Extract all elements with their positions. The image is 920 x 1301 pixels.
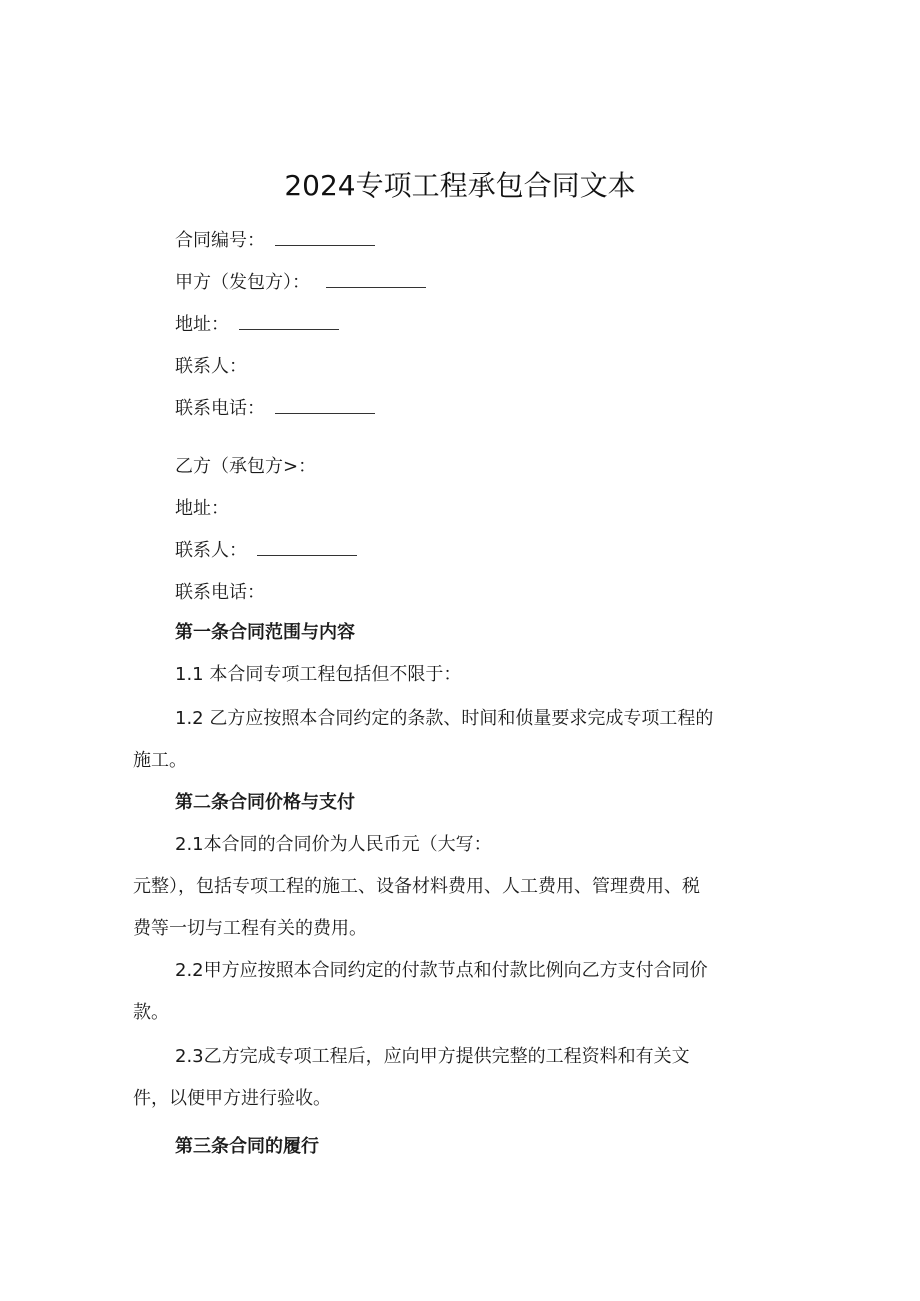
party-b-phone-row: [175, 580, 265, 606]
clause-1-1: 1.1 本合同专项工程包括但不限于：: [175, 664, 462, 685]
article-3-heading: 第三条合同的履行: [175, 1136, 319, 1157]
party-a-address-label: 地址：: [175, 314, 229, 335]
clause-1-2-line2: 施工。: [133, 750, 187, 771]
article-2-heading: 第二条合同价格与支付: [175, 792, 355, 813]
party-b-contact-label: 联系人：: [175, 540, 247, 561]
party-b-contact-blank[interactable]: [257, 539, 357, 556]
contract-number-blank[interactable]: [275, 229, 375, 246]
clause-2-1-line2: 元整），包括专项工程的施工、设备材料费用、人工费用、管理费用、税: [133, 876, 700, 897]
article-1-heading: 第一条合同范围与内容: [175, 622, 355, 643]
clause-2-2-line1: 2.2甲方应按照本合同约定的付款节点和付款比例向乙方支付合同价: [175, 960, 708, 981]
clause-2-2-line2: 款。: [133, 1002, 169, 1023]
clause-2-1-line3: 费等一切与工程有关的费用。: [133, 918, 367, 939]
party-a-phone-row: [175, 396, 375, 422]
clause-2-3-line1: 2.3乙方完成专项工程后，应向甲方提供完整的工程资料和有关文: [175, 1046, 690, 1067]
party-b-address-row: [175, 496, 229, 522]
party-b-contact-row: [175, 538, 357, 564]
party-b-phone-label: 联系电话：: [175, 582, 265, 603]
contract-number-row: [175, 228, 375, 254]
clause-1-2-line1: 1.2 乙方应按照本合同约定的条款、时间和侦量要求完成专项工程的: [175, 708, 714, 729]
party-b-address-label: 地址：: [175, 498, 229, 519]
clause-2-3-line2: 件，以便甲方进行验收。: [133, 1088, 331, 1109]
party-a-phone-label: 联系电话：: [175, 398, 265, 419]
party-b-row: [175, 454, 316, 480]
party-a-label: 甲方（发包方）：: [175, 272, 310, 293]
document-title: 2024专项工程承包合同文本: [284, 169, 636, 202]
contract-number-label: 合同编号：: [175, 230, 265, 251]
party-b-label: 乙方（承包方>：: [175, 456, 317, 477]
party-a-row: [175, 270, 426, 296]
party-a-phone-blank[interactable]: [275, 397, 375, 414]
party-a-address-row: [175, 312, 339, 338]
party-a-contact-row: [175, 354, 247, 380]
clause-2-1-line1: 2.1本合同的合同价为人民币元（大写：: [175, 834, 492, 855]
party-a-address-blank[interactable]: [239, 313, 339, 330]
party-a-blank[interactable]: [326, 271, 426, 288]
party-a-contact-label: 联系人：: [175, 356, 247, 377]
